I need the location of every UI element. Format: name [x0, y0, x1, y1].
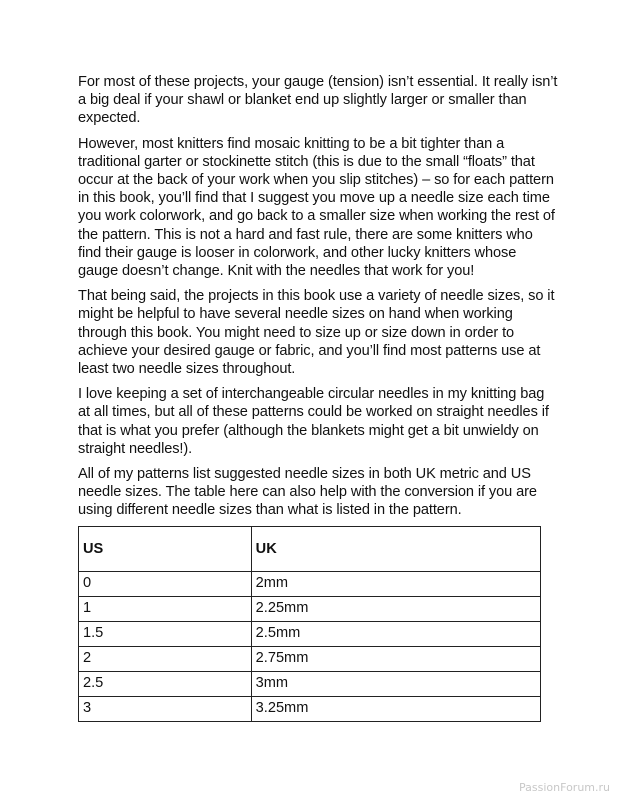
table-header-row: [79, 527, 541, 572]
table-row: [79, 672, 541, 697]
cell-us: 1.5: [79, 622, 252, 647]
table-row: [79, 622, 541, 647]
table-row: [79, 572, 541, 597]
table-row: [79, 697, 541, 722]
table-row: [79, 597, 541, 622]
cell-us: 2.5: [79, 672, 252, 697]
cell-us: 3: [79, 697, 252, 722]
cell-uk: 3.25mm: [251, 697, 540, 722]
column-header-uk: UK: [251, 527, 540, 572]
paragraph-interchangeable-needles: I love keeping a set of interchangeable circular needles in my knitting bag at all times, but all of these patterns could be worked on straight needles if that is what you prefer (although the blankets might get a bit unwieldy on straight needles!).: [78, 386, 549, 457]
paragraph-mosaic-tension: However, most knitters find mosaic knitting to be a bit tighter than a traditional garter or stockinette stitch (this is due to the small “floats” that occur at the back of your work when you slip stitches) – so for each pattern in this book, you’ll find that I suggest you move up a needle size each time you work colorwork, and go back to a smaller size when working the rest of the pattern. This is not a hard and fast rule, there are some knitters who find their gauge is looser in colorwork, and other lucky knitters whose gauge doesn’t change. Knit with the needles that work for you!: [78, 135, 555, 280]
table-row: [79, 647, 541, 672]
column-header-us: US: [79, 527, 252, 572]
paragraph-gauge: For most of these projects, your gauge (tension) isn’t essential. It really isn’t a big deal if your shawl or blanket end up slightly larger or smaller than expected.: [78, 74, 558, 127]
cell-uk: 2.5mm: [251, 622, 540, 647]
cell-uk: 3mm: [251, 672, 540, 697]
needle-size-table: [78, 526, 541, 722]
cell-uk: 2mm: [251, 572, 540, 597]
paragraph-needle-variety: That being said, the projects in this book use a variety of needle sizes, so it might be helpful to have several needle sizes on hand when working through this book. You might need to size up or size down in order to achieve your desired gauge or fabric, and you’ll find most patterns use at least two needle sizes throughout.: [78, 288, 555, 378]
cell-uk: 2.25mm: [251, 597, 540, 622]
body-text: [78, 73, 558, 527]
cell-us: 1: [79, 597, 252, 622]
cell-uk: 2.75mm: [251, 647, 540, 672]
cell-us: 2: [79, 647, 252, 672]
paragraph-needle-conversion: All of my patterns list suggested needle sizes in both UK metric and US needle sizes. The table here can also help with the conversion if you are using different needle sizes than what is listed in the pattern.: [78, 466, 537, 519]
watermark-text: PassionForum.ru: [519, 781, 610, 794]
cell-us: 0: [79, 572, 252, 597]
